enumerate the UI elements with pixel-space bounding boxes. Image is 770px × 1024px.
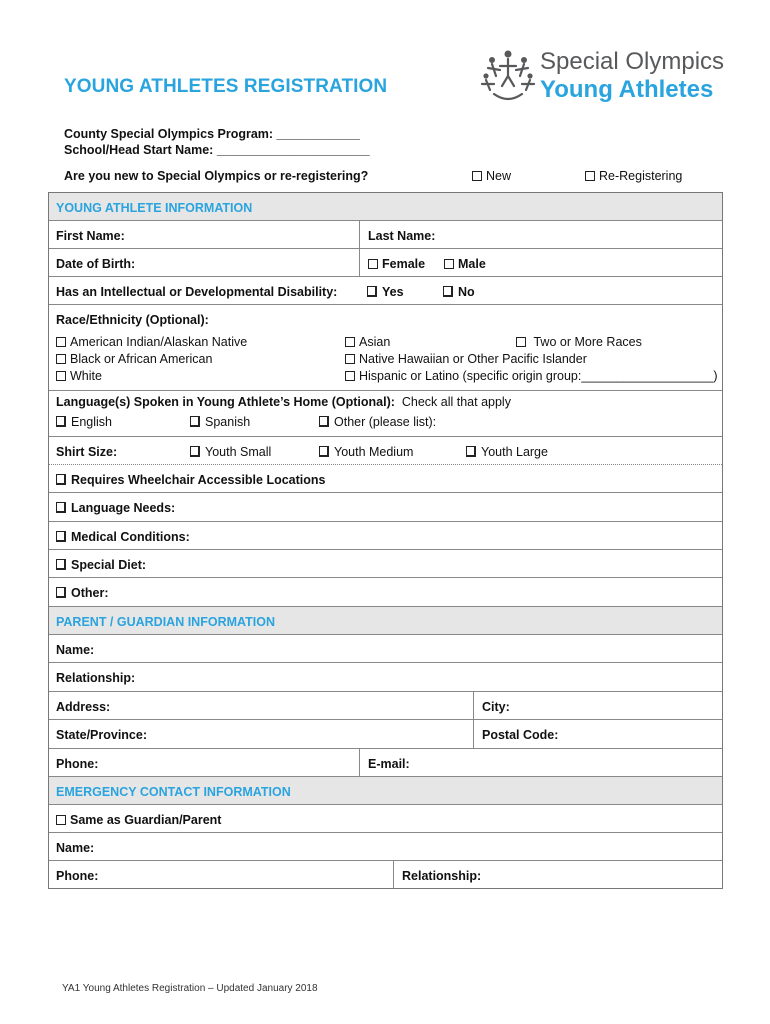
guardian-state-field[interactable]: State/Province: <box>56 728 148 742</box>
row-guardian-address <box>49 692 722 720</box>
language-label: Language(s) Spoken in Young Athlete’s Home (Optional): <box>56 395 395 409</box>
last-name-field[interactable]: Last Name: <box>368 229 436 243</box>
row-shirt-size <box>49 437 722 465</box>
checkbox-icon[interactable] <box>56 531 66 542</box>
row-language-needs <box>49 493 722 522</box>
language-option-other[interactable] <box>319 415 436 429</box>
row-dob <box>49 249 722 277</box>
section-header-emergency <box>49 777 722 805</box>
race-option-two-or-more[interactable] <box>516 335 642 349</box>
option-label: Medical Conditions: <box>71 530 190 544</box>
option-reregistering-label: Re-Registering <box>599 169 683 183</box>
row-guardian-state <box>49 720 722 749</box>
option-male-label: Male <box>458 257 486 271</box>
row-emergency-same <box>49 805 722 833</box>
checkbox-icon[interactable] <box>56 502 66 513</box>
race-option-hawaiian[interactable] <box>345 352 587 366</box>
option-label: Other: <box>71 586 109 600</box>
option-same-as-guardian[interactable] <box>56 813 221 827</box>
checkbox-icon[interactable] <box>319 416 329 427</box>
option-female-label: Female <box>382 257 426 271</box>
race-option-label: Native Hawaiian or Other Pacific Islander <box>359 352 587 366</box>
option-label: Same as Guardian/Parent <box>70 813 222 827</box>
option-new[interactable] <box>472 169 511 183</box>
guardian-city-field[interactable]: City: <box>482 700 510 714</box>
race-option-label: Asian <box>359 335 391 349</box>
race-option-label: American Indian/Alaskan Native <box>70 335 248 349</box>
checkbox-icon[interactable] <box>56 354 66 364</box>
checkbox-icon[interactable] <box>56 474 66 485</box>
checkbox-female-icon[interactable] <box>368 259 378 269</box>
row-disability <box>49 277 722 305</box>
race-option-asian[interactable] <box>345 335 390 349</box>
checkbox-yes-icon[interactable] <box>367 286 377 297</box>
row-medical <box>49 522 722 550</box>
race-option-label: Hispanic or Latino (specific origin group:___________________) <box>359 369 718 383</box>
language-option-label: Other (please list): <box>334 415 437 429</box>
guardian-name-field[interactable]: Name: <box>56 643 95 657</box>
language-hint: Check all that apply <box>401 395 511 409</box>
shirt-size-label: Shirt Size: <box>56 445 118 459</box>
language-option-label: English <box>71 415 112 429</box>
option-female[interactable] <box>368 257 425 271</box>
language-option-english[interactable] <box>56 415 112 429</box>
guardian-postal-field[interactable]: Postal Code: <box>482 728 559 742</box>
option-reregistering[interactable] <box>585 169 682 183</box>
registration-form <box>48 192 723 889</box>
option-label: Special Diet: <box>71 558 147 572</box>
shirt-option-small[interactable] <box>190 445 271 459</box>
language-option-spanish[interactable] <box>190 415 250 429</box>
guardian-email-field[interactable]: E-mail: <box>368 757 410 771</box>
footer-note: YA1 Young Athletes Registration – Updated January 2018 <box>62 983 318 994</box>
race-option-hispanic[interactable] <box>345 369 718 383</box>
option-diet[interactable] <box>56 558 146 572</box>
logo-text-special-olympics: Special Olympics <box>540 48 725 75</box>
option-label: Requires Wheelchair Accessible Locations <box>71 473 326 487</box>
guardian-address-field[interactable]: Address: <box>56 700 111 714</box>
option-medical[interactable] <box>56 530 190 544</box>
race-option-american-indian[interactable] <box>56 335 247 349</box>
option-wheelchair[interactable] <box>56 473 326 487</box>
shirt-option-label: Youth Large <box>481 445 548 459</box>
language-option-label: Spanish <box>205 415 251 429</box>
shirt-option-label: Youth Medium <box>334 445 414 459</box>
checkbox-icon[interactable] <box>56 371 66 381</box>
shirt-option-medium[interactable] <box>319 445 413 459</box>
checkbox-icon[interactable] <box>466 446 476 457</box>
row-guardian-name <box>49 635 722 663</box>
option-language-needs[interactable] <box>56 501 175 515</box>
row-race <box>49 305 722 391</box>
row-guardian-relationship <box>49 663 722 692</box>
race-option-label: White <box>70 369 102 383</box>
row-other <box>49 578 722 607</box>
emergency-name-field[interactable]: Name: <box>56 841 95 855</box>
checkbox-icon[interactable] <box>56 815 66 825</box>
guardian-phone-field[interactable]: Phone: <box>56 757 99 771</box>
checkbox-icon[interactable] <box>319 446 329 457</box>
checkbox-icon[interactable] <box>56 416 66 427</box>
emergency-relationship-field[interactable]: Relationship: <box>402 869 482 883</box>
row-emergency-phone <box>49 861 722 888</box>
disability-question: Has an Intellectual or Developmental Disability: <box>56 285 338 299</box>
new-question: Are you new to Special Olympics or re-registering? <box>64 169 369 183</box>
first-name-field[interactable]: First Name: <box>56 229 125 243</box>
checkbox-icon[interactable] <box>516 337 526 347</box>
option-yes-label: Yes <box>382 285 404 299</box>
option-yes[interactable] <box>367 285 404 299</box>
checkbox-icon[interactable] <box>345 371 355 381</box>
row-diet <box>49 550 722 578</box>
section-header-guardian <box>49 607 722 635</box>
option-label: Language Needs: <box>71 501 176 515</box>
section-header-athlete <box>49 193 722 221</box>
option-no[interactable] <box>443 285 475 299</box>
race-option-black[interactable] <box>56 352 212 366</box>
checkbox-icon[interactable] <box>190 416 200 427</box>
checkbox-no-icon[interactable] <box>443 286 453 297</box>
logo-text-young-athletes: Young Athletes <box>540 76 714 103</box>
emergency-phone-field[interactable]: Phone: <box>56 869 99 883</box>
race-option-label: Two or More Races <box>533 335 642 349</box>
checkbox-new-icon[interactable] <box>472 171 482 181</box>
county-program-field[interactable]: County Special Olympics Program: ____________ <box>64 127 360 141</box>
dob-field[interactable]: Date of Birth: <box>56 257 136 271</box>
option-male[interactable] <box>444 257 486 271</box>
checkbox-icon[interactable] <box>345 354 355 364</box>
school-name-field[interactable]: School/Head Start Name: ______________________ <box>64 143 370 157</box>
row-language <box>49 391 722 437</box>
race-option-label: Black or African American <box>70 352 213 366</box>
shirt-option-label: Youth Small <box>205 445 272 459</box>
row-wheelchair <box>49 465 722 493</box>
checkbox-icon[interactable] <box>345 337 355 347</box>
shirt-option-large[interactable] <box>466 445 548 459</box>
special-olympics-logo <box>478 46 723 108</box>
race-option-white[interactable] <box>56 369 102 383</box>
checkbox-icon[interactable] <box>190 446 200 457</box>
race-label: Race/Ethnicity (Optional): <box>56 313 209 327</box>
special-olympics-logo-icon <box>478 46 538 108</box>
row-emergency-name <box>49 833 722 861</box>
option-other[interactable] <box>56 586 109 600</box>
section-title-emergency: EMERGENCY CONTACT INFORMATION <box>56 785 291 799</box>
checkbox-icon[interactable] <box>56 587 66 598</box>
checkbox-icon[interactable] <box>56 559 66 570</box>
option-new-label: New <box>486 169 512 183</box>
checkbox-icon[interactable] <box>56 337 66 347</box>
row-name <box>49 221 722 249</box>
guardian-relationship-field[interactable]: Relationship: <box>56 671 136 685</box>
section-title-guardian: PARENT / GUARDIAN INFORMATION <box>56 615 275 629</box>
page-title: YOUNG ATHLETES REGISTRATION <box>64 76 388 97</box>
checkbox-male-icon[interactable] <box>444 259 454 269</box>
option-no-label: No <box>458 285 475 299</box>
row-guardian-phone <box>49 749 722 777</box>
section-title-athlete: YOUNG ATHLETE INFORMATION <box>56 201 253 215</box>
language-question <box>56 395 511 409</box>
checkbox-reregistering-icon[interactable] <box>585 171 595 181</box>
